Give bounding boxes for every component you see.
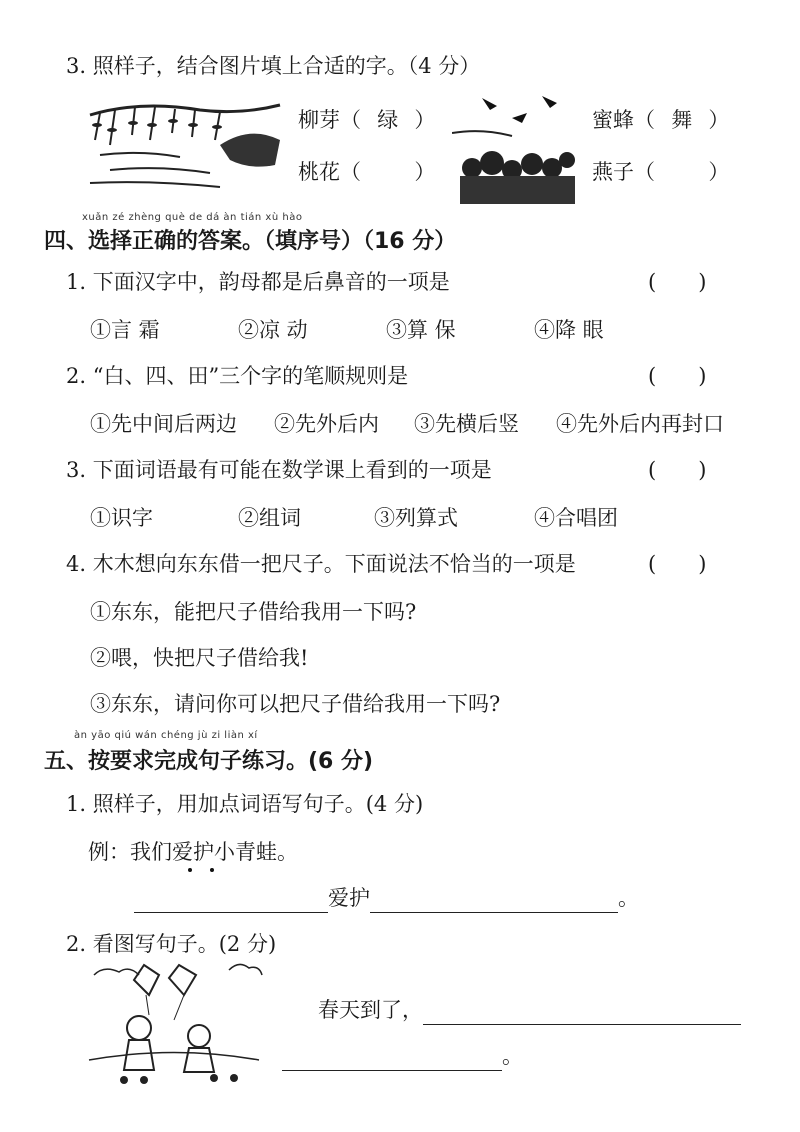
fill-word: 爱护: [328, 886, 370, 910]
s4-q1-option-3: ③算 保: [386, 318, 456, 342]
s4-q4-option-3: ③东东，请问你可以把尺子借给我用一下吗?: [90, 692, 501, 716]
s4-q1-option-2: ②凉 动: [238, 318, 308, 342]
answer-liuya: 绿: [377, 108, 399, 132]
section5-pinyin: àn yāo qiú wán chéng jù zi liàn xí: [74, 730, 258, 741]
s4-q3-option-3: ③列算式: [374, 506, 458, 530]
s4-q1-text: 1. 下面汉字中，韵母都是后鼻音的一项是: [66, 270, 450, 294]
emphasis-dot: [210, 868, 214, 872]
s4-q1-option-4: ④降 眼: [534, 318, 604, 342]
kite-picture: [84, 960, 264, 1088]
s4-q1-option-1: ①言 霜: [90, 318, 160, 342]
s5-q1-title: 1. 照样子，用加点词语写句子。(4 分): [66, 792, 424, 816]
item-taohua: 桃花（ ）: [298, 160, 436, 184]
emphasis-dot: [188, 868, 192, 872]
s4-q4-text: 4. 木木想向东东借一把尺子。下面说法不恰当的一项是: [66, 552, 576, 576]
s4-q1-bracket[interactable]: ( ): [648, 270, 707, 294]
s4-q4-option-2: ②喂，快把尺子借给我!: [90, 646, 309, 670]
s5-q2-end-mark: 。: [502, 1044, 523, 1068]
blank-before[interactable]: [134, 884, 328, 913]
s4-q4-bracket[interactable]: ( ): [648, 552, 707, 576]
s4-q3-option-1: ①识字: [90, 506, 153, 530]
answer-mifeng: 舞: [671, 108, 693, 132]
section5-heading: 五、按要求完成句子练习。(6 分): [44, 749, 374, 774]
s4-q3-option-2: ②组词: [238, 506, 301, 530]
s5-q2-title: 2. 看图写句子。(2 分): [66, 932, 277, 956]
blank-after[interactable]: [370, 884, 618, 913]
q3-title: 3. 照样子，结合图片填上合适的字。（4 分）: [66, 54, 481, 78]
s5-q1-example: 例：我们爱护小青蛙。: [88, 840, 298, 864]
swallow-flower-picture: [452, 88, 582, 208]
end-mark: 。: [618, 886, 639, 910]
s4-q2-text: 2. “白、四、田”三个字的笔顺规则是: [66, 364, 409, 388]
s4-q2-option-3: ③先横后竖: [414, 412, 519, 436]
s5-q2-prompt: 春天到了，: [318, 998, 423, 1022]
item-mifeng: 蜜蜂（ 舞 ）: [592, 108, 730, 132]
s4-q2-bracket[interactable]: ( ): [648, 364, 707, 388]
s4-q2-option-1: ①先中间后两边: [90, 412, 237, 436]
s4-q3-bracket[interactable]: ( ): [648, 458, 707, 482]
item-yanzi: 燕子（ ）: [592, 160, 730, 184]
section4-heading: 四、选择正确的答案。（填序号）（16 分）: [44, 229, 457, 254]
item-liuya: 柳芽（ 绿 ）: [298, 108, 436, 132]
s4-q2-option-2: ②先外后内: [274, 412, 379, 436]
s4-q3-text: 3. 下面词语最有可能在数学课上看到的一项是: [66, 458, 492, 482]
s4-q2-option-4: ④先外后内再封口: [556, 412, 724, 436]
section4-pinyin: xuǎn zé zhèng què de dá àn tián xù hào: [82, 212, 303, 223]
s5-q2-line2: [282, 1042, 523, 1071]
s5-q2-blank-1[interactable]: [423, 996, 741, 1025]
s5-q2-blank-2[interactable]: [282, 1042, 502, 1071]
s5-q2-line1: [318, 996, 741, 1025]
s4-q3-option-4: ④合唱团: [534, 506, 618, 530]
s5-q1-answer-line: [134, 884, 639, 913]
s4-q4-option-1: ①东东，能把尺子借给我用一下吗?: [90, 600, 417, 624]
willow-picture: [80, 95, 290, 195]
